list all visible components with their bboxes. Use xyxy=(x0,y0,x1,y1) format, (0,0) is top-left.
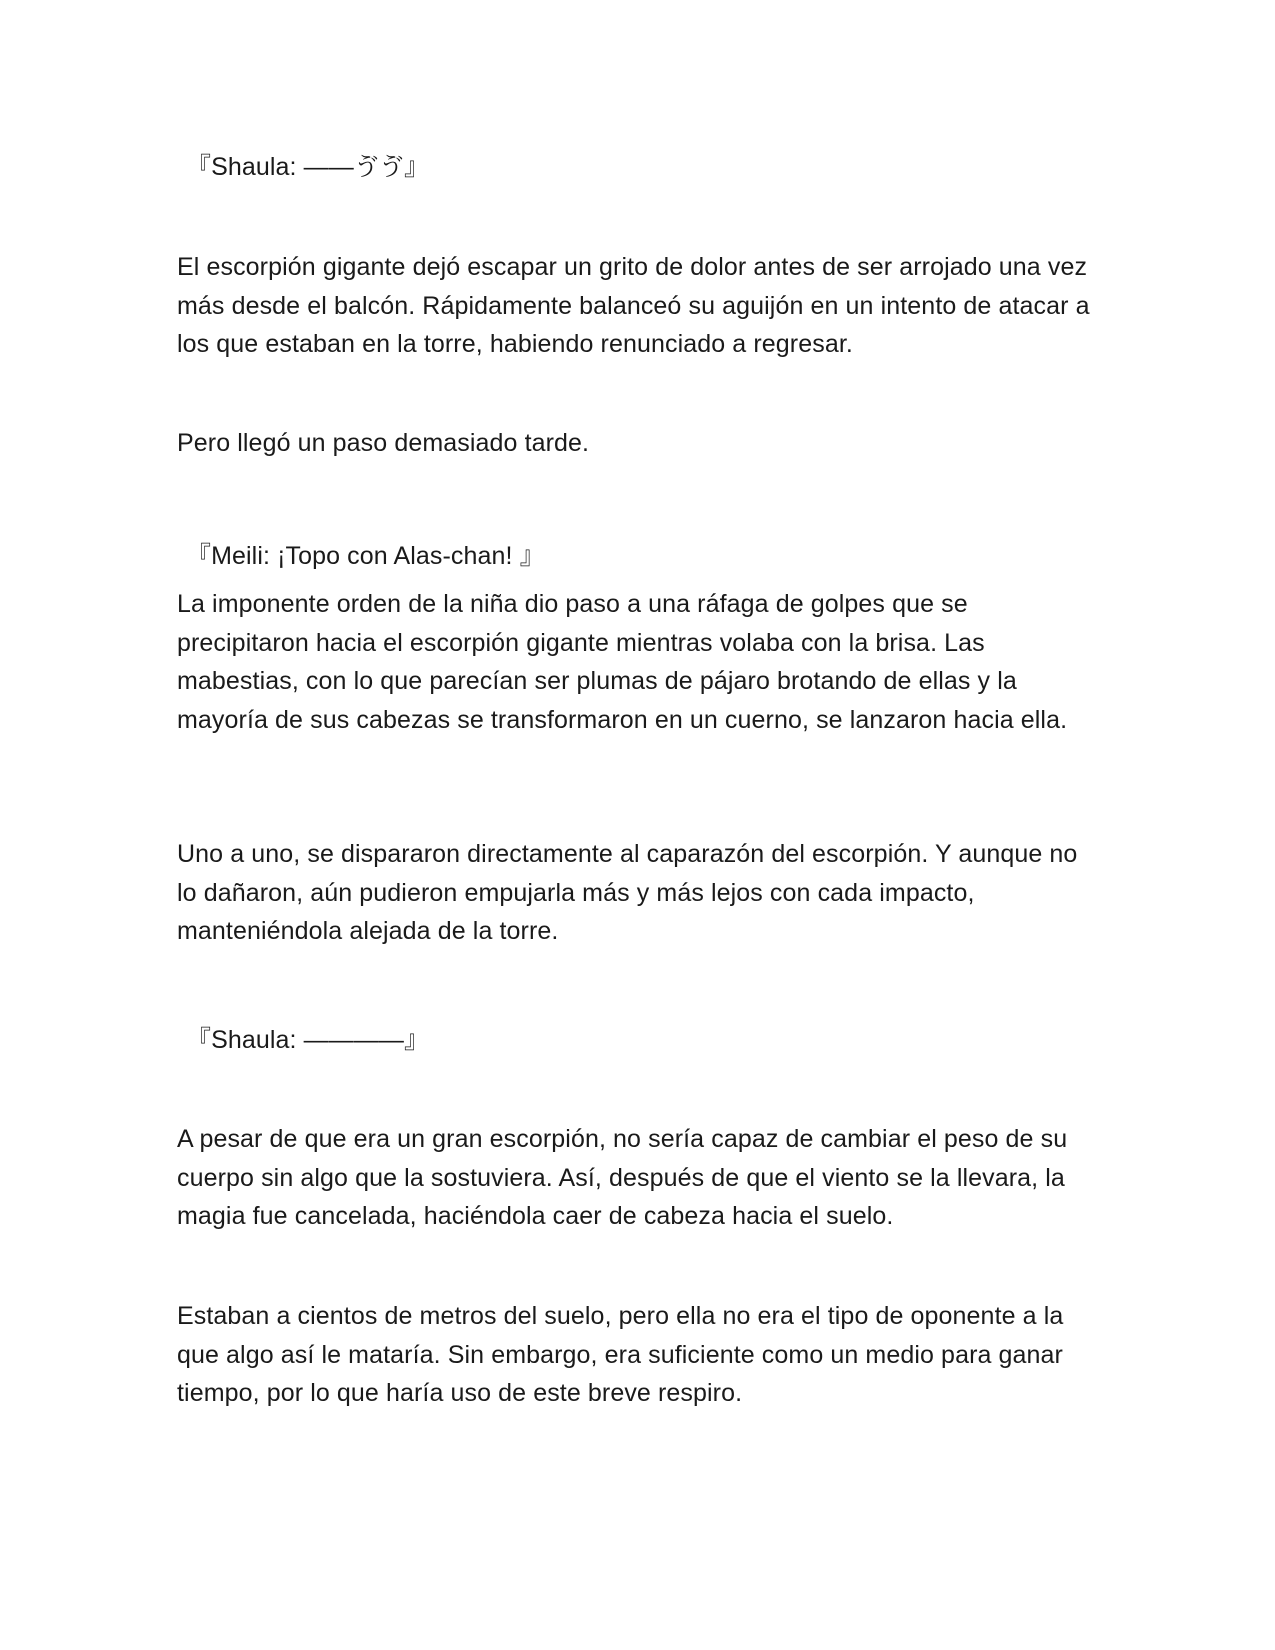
dialogue-line-shaula: 『Shaula: ————』 xyxy=(186,1026,430,1054)
narration-paragraph: Estaban a cientos de metros del suelo, pero ella no era el tipo de oponente a la que algo así le mataría. Sin embargo, era suficiente como un medio para ganar tiempo, por lo que haría uso de este breve respiro. xyxy=(177,1302,1064,1407)
dialogue-line-shaula: 『Shaula: ——ゔゔ』 xyxy=(186,153,430,181)
narration-paragraph: La imponente orden de la niña dio paso a una ráfaga de golpes que se precipitaron hacia el escorpión gigante mientras volaba con la brisa. Las mabestias, con lo que parecían ser plumas de pájaro brotando de ellas y la mayoría de sus cabezas se transformaron en un cuerno, se lanzaron hacia ella. xyxy=(177,590,1068,734)
narration-paragraph: Pero llegó un paso demasiado tarde. xyxy=(177,429,590,457)
narration-paragraph: A pesar de que era un gran escorpión, no sería capaz de cambiar el peso de su cuerpo sin algo que la sostuviera. Así, después de que el viento se la llevara, la magia fue cancelada, haciéndola caer de cabeza hacia el suelo. xyxy=(177,1125,1068,1230)
narration-paragraph: Uno a uno, se dispararon directamente al caparazón del escorpión. Y aunque no lo dañaron, aún pudieron empujarla más y más lejos con cada impacto, manteniéndola alejada de la torre. xyxy=(177,840,1078,945)
narration-paragraph: El escorpión gigante dejó escapar un grito de dolor antes de ser arrojado una vez más desde el balcón. Rápidamente balanceó su aguijón en un intento de atacar a los que estaban en la torre, habiendo renunciado a regresar. xyxy=(177,253,1090,358)
dialogue-line-meili: 『Meili: ¡Topo con Alas-chan! 』 xyxy=(186,542,545,570)
